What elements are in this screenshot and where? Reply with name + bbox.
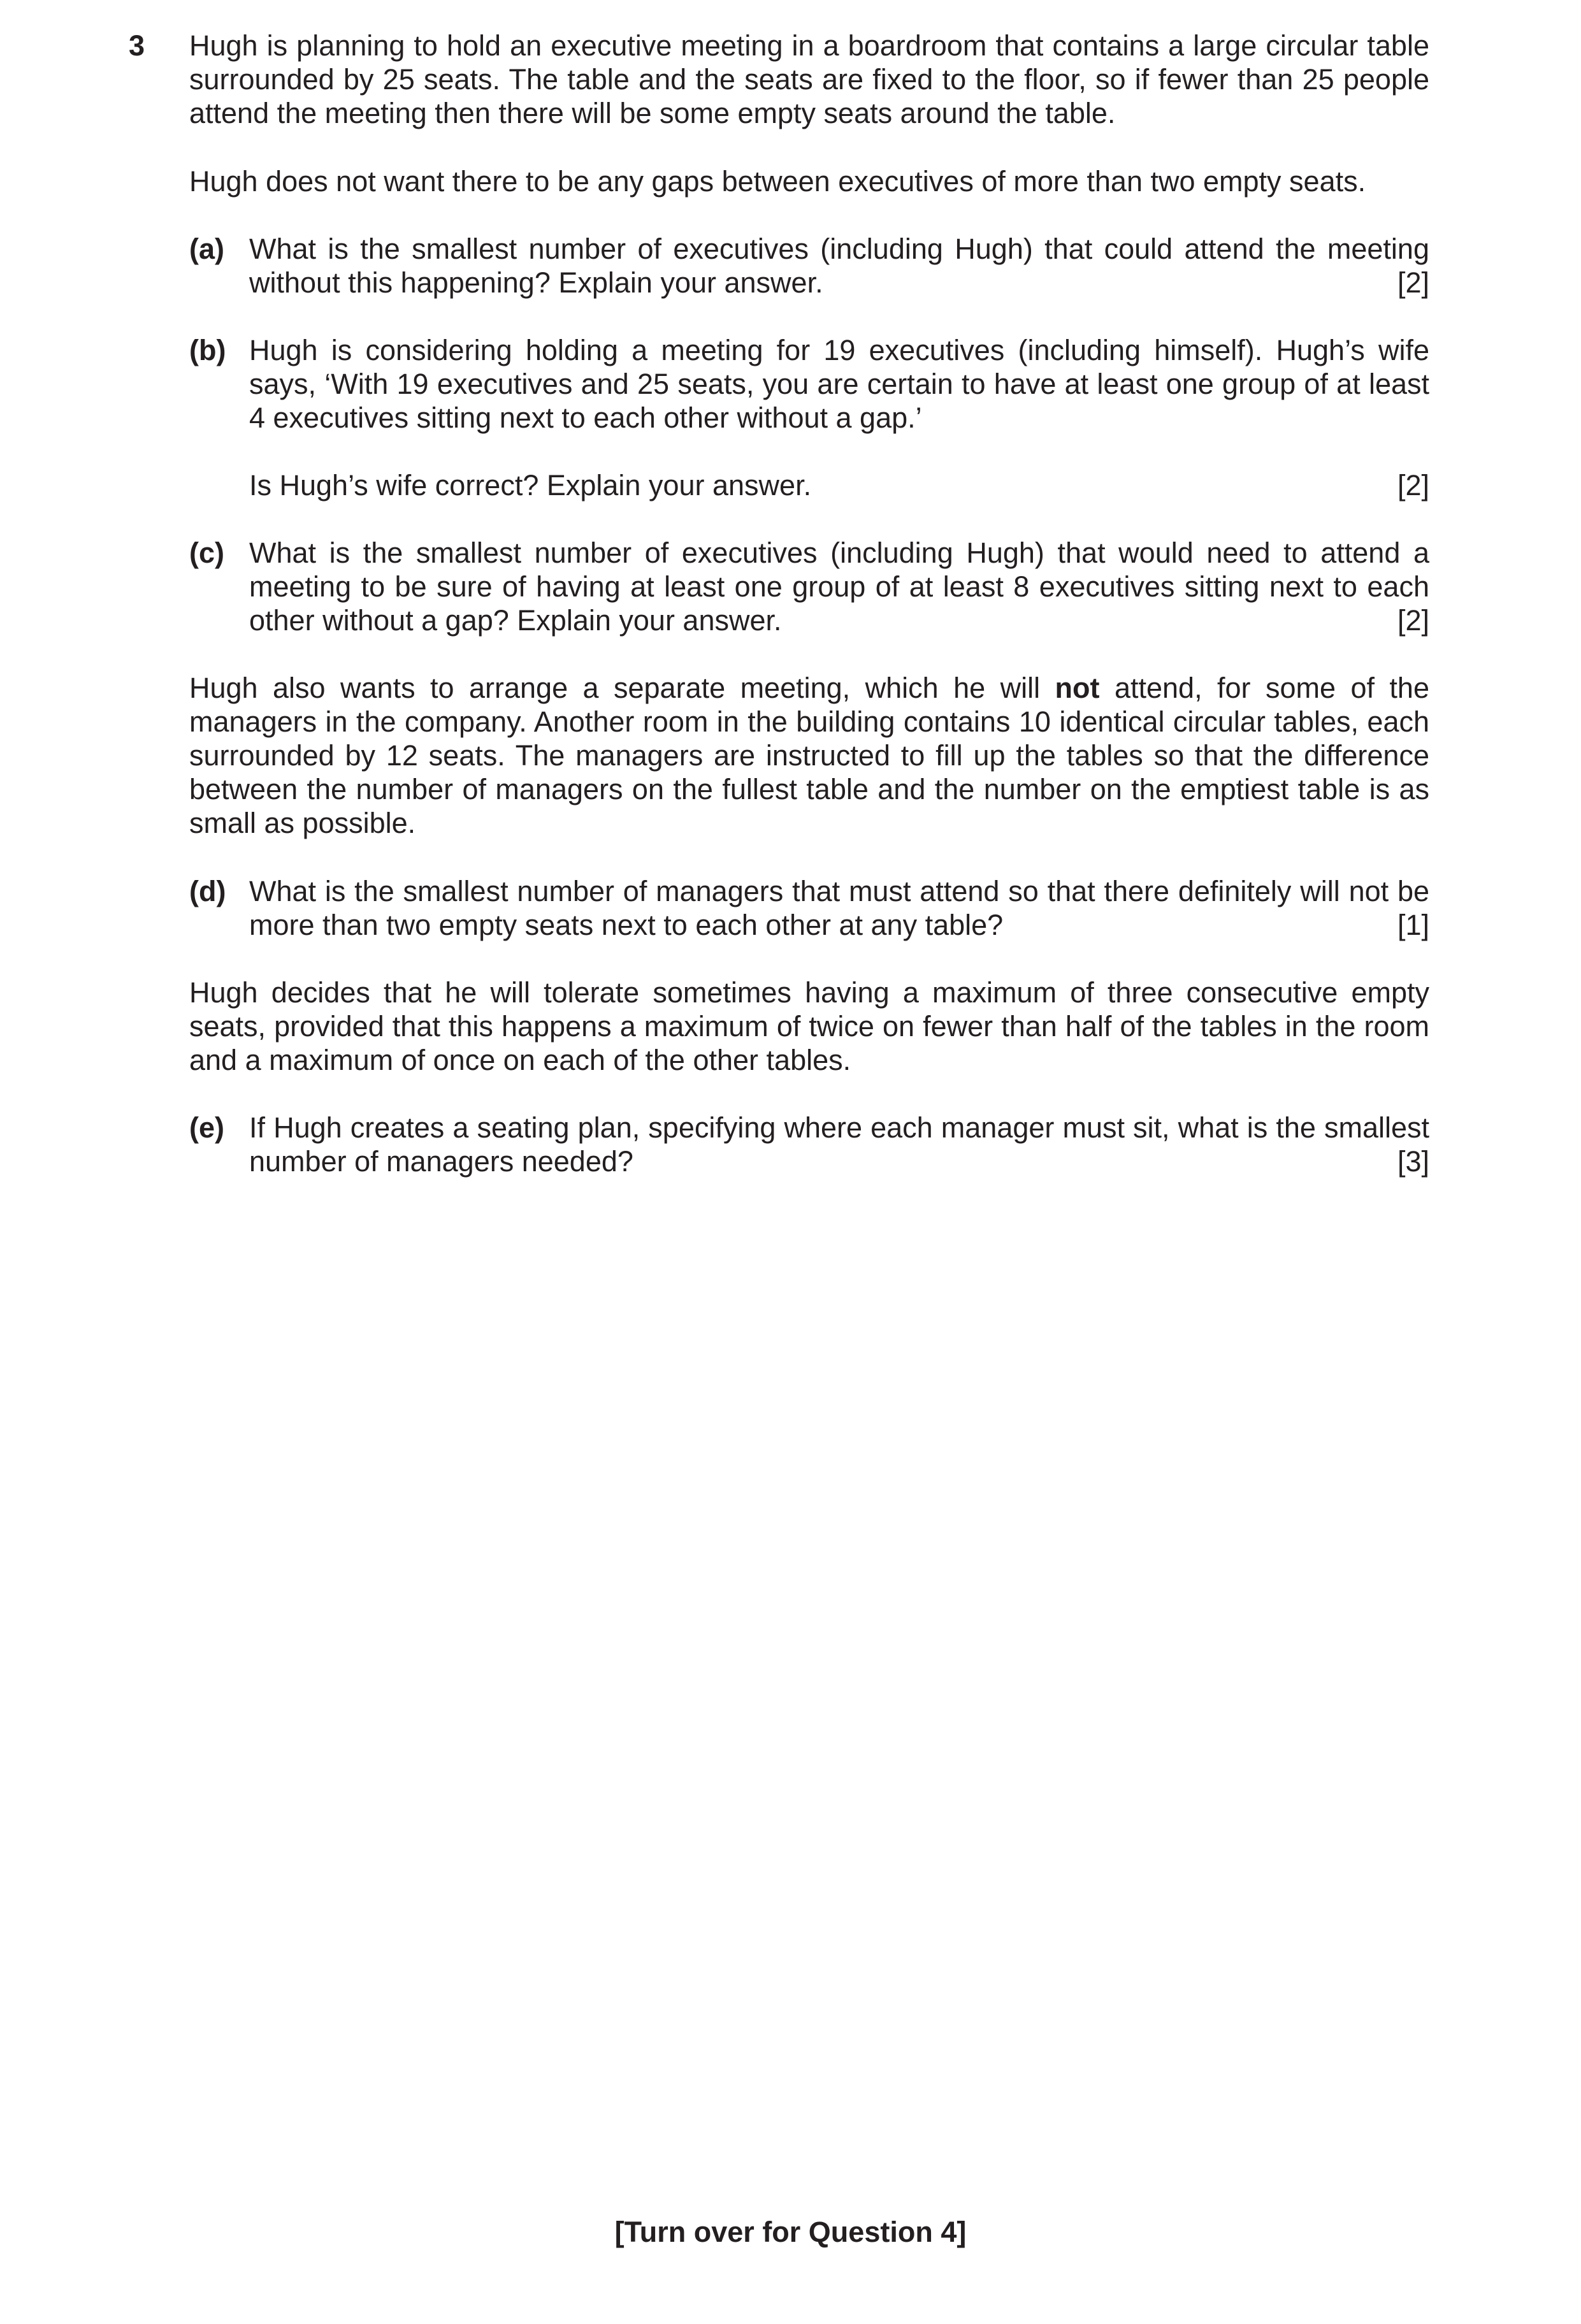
part-d-marks: [1] xyxy=(1397,909,1429,941)
part-b-label: (b) xyxy=(189,334,226,366)
part-a xyxy=(189,232,1429,300)
part-d-label: (d) xyxy=(189,875,226,907)
part-e-marks: [3] xyxy=(1397,1145,1429,1178)
part-e-text: If Hugh creates a seating plan, specifying where each manager must sit, what is the smallest xyxy=(249,1111,1429,1144)
part-e-text-last: number of managers needed? xyxy=(249,1145,633,1178)
managers-intro-bold: not xyxy=(1055,672,1100,704)
question-number: 3 xyxy=(129,29,145,62)
part-c-marks: [2] xyxy=(1397,604,1429,637)
part-d xyxy=(189,874,1429,942)
part-c-label: (c) xyxy=(189,537,224,569)
part-a-text-last: without this happening? Explain your answer. xyxy=(249,266,823,299)
question-intro-constraint: Hugh does not want there to be any gaps between executives of more than two empty seats. xyxy=(189,165,1366,198)
managers-intro-after: attend, for some of the managers in the company. Another room in the building contains 10 identical circular tables, each surrounded by 12 seats. The managers are instructed to fill up the tables so that the difference between the number of managers on the fullest table and the number on the emptiest table is as small as possible. xyxy=(189,672,1429,839)
part-a-marks: [2] xyxy=(1397,266,1429,299)
part-a-label: (a) xyxy=(189,233,224,265)
part-b-text: Hugh is considering holding a meeting for 19 executives (including himself). Hugh’s wife says, ‘With 19 executives and 25 seats, you are certain to have at least one group of at least 4 executives sitting next to each other without a gap.’ xyxy=(249,334,1429,434)
part-c-text-last: other without a gap? Explain your answer. xyxy=(249,604,782,637)
question-intro: Hugh is planning to hold an executive meeting in a boardroom that contains a large circular table surrounded by 25 seats. The table and the seats are fixed to the floor, so if fewer than 25 people attend the meeting then there will be some empty seats around the table. xyxy=(189,29,1429,129)
part-d-text: What is the smallest number of managers that must attend so that there definitely will not be xyxy=(249,875,1429,907)
part-c-text: What is the smallest number of executives (including Hugh) that would need to attend a meeting to be sure of having at least one group of at least 8 executives sitting next to each xyxy=(249,537,1429,603)
tolerance-text: Hugh decides that he will tolerate sometimes having a maximum of three consecutive empty seats, provided that this happens a maximum of twice on fewer than half of the tables in the room and a maximum of once on each of the other tables. xyxy=(189,976,1429,1076)
part-e xyxy=(189,1111,1429,1178)
part-b-question: Is Hugh’s wife correct? Explain your answer. xyxy=(249,469,812,502)
part-d-text-last: more than two empty seats next to each other at any table? xyxy=(249,909,1004,941)
part-e-label: (e) xyxy=(189,1111,224,1144)
turn-over-footer: [Turn over for Question 4] xyxy=(614,2216,967,2248)
part-b-marks: [2] xyxy=(1397,469,1429,502)
managers-intro-before: Hugh also wants to arrange a separate meeting, which he will xyxy=(189,672,1055,704)
managers-intro xyxy=(189,671,1429,840)
part-b xyxy=(189,333,1429,502)
part-c xyxy=(189,536,1429,637)
part-a-text: What is the smallest number of executives (including Hugh) that could attend the meeting xyxy=(249,233,1429,265)
